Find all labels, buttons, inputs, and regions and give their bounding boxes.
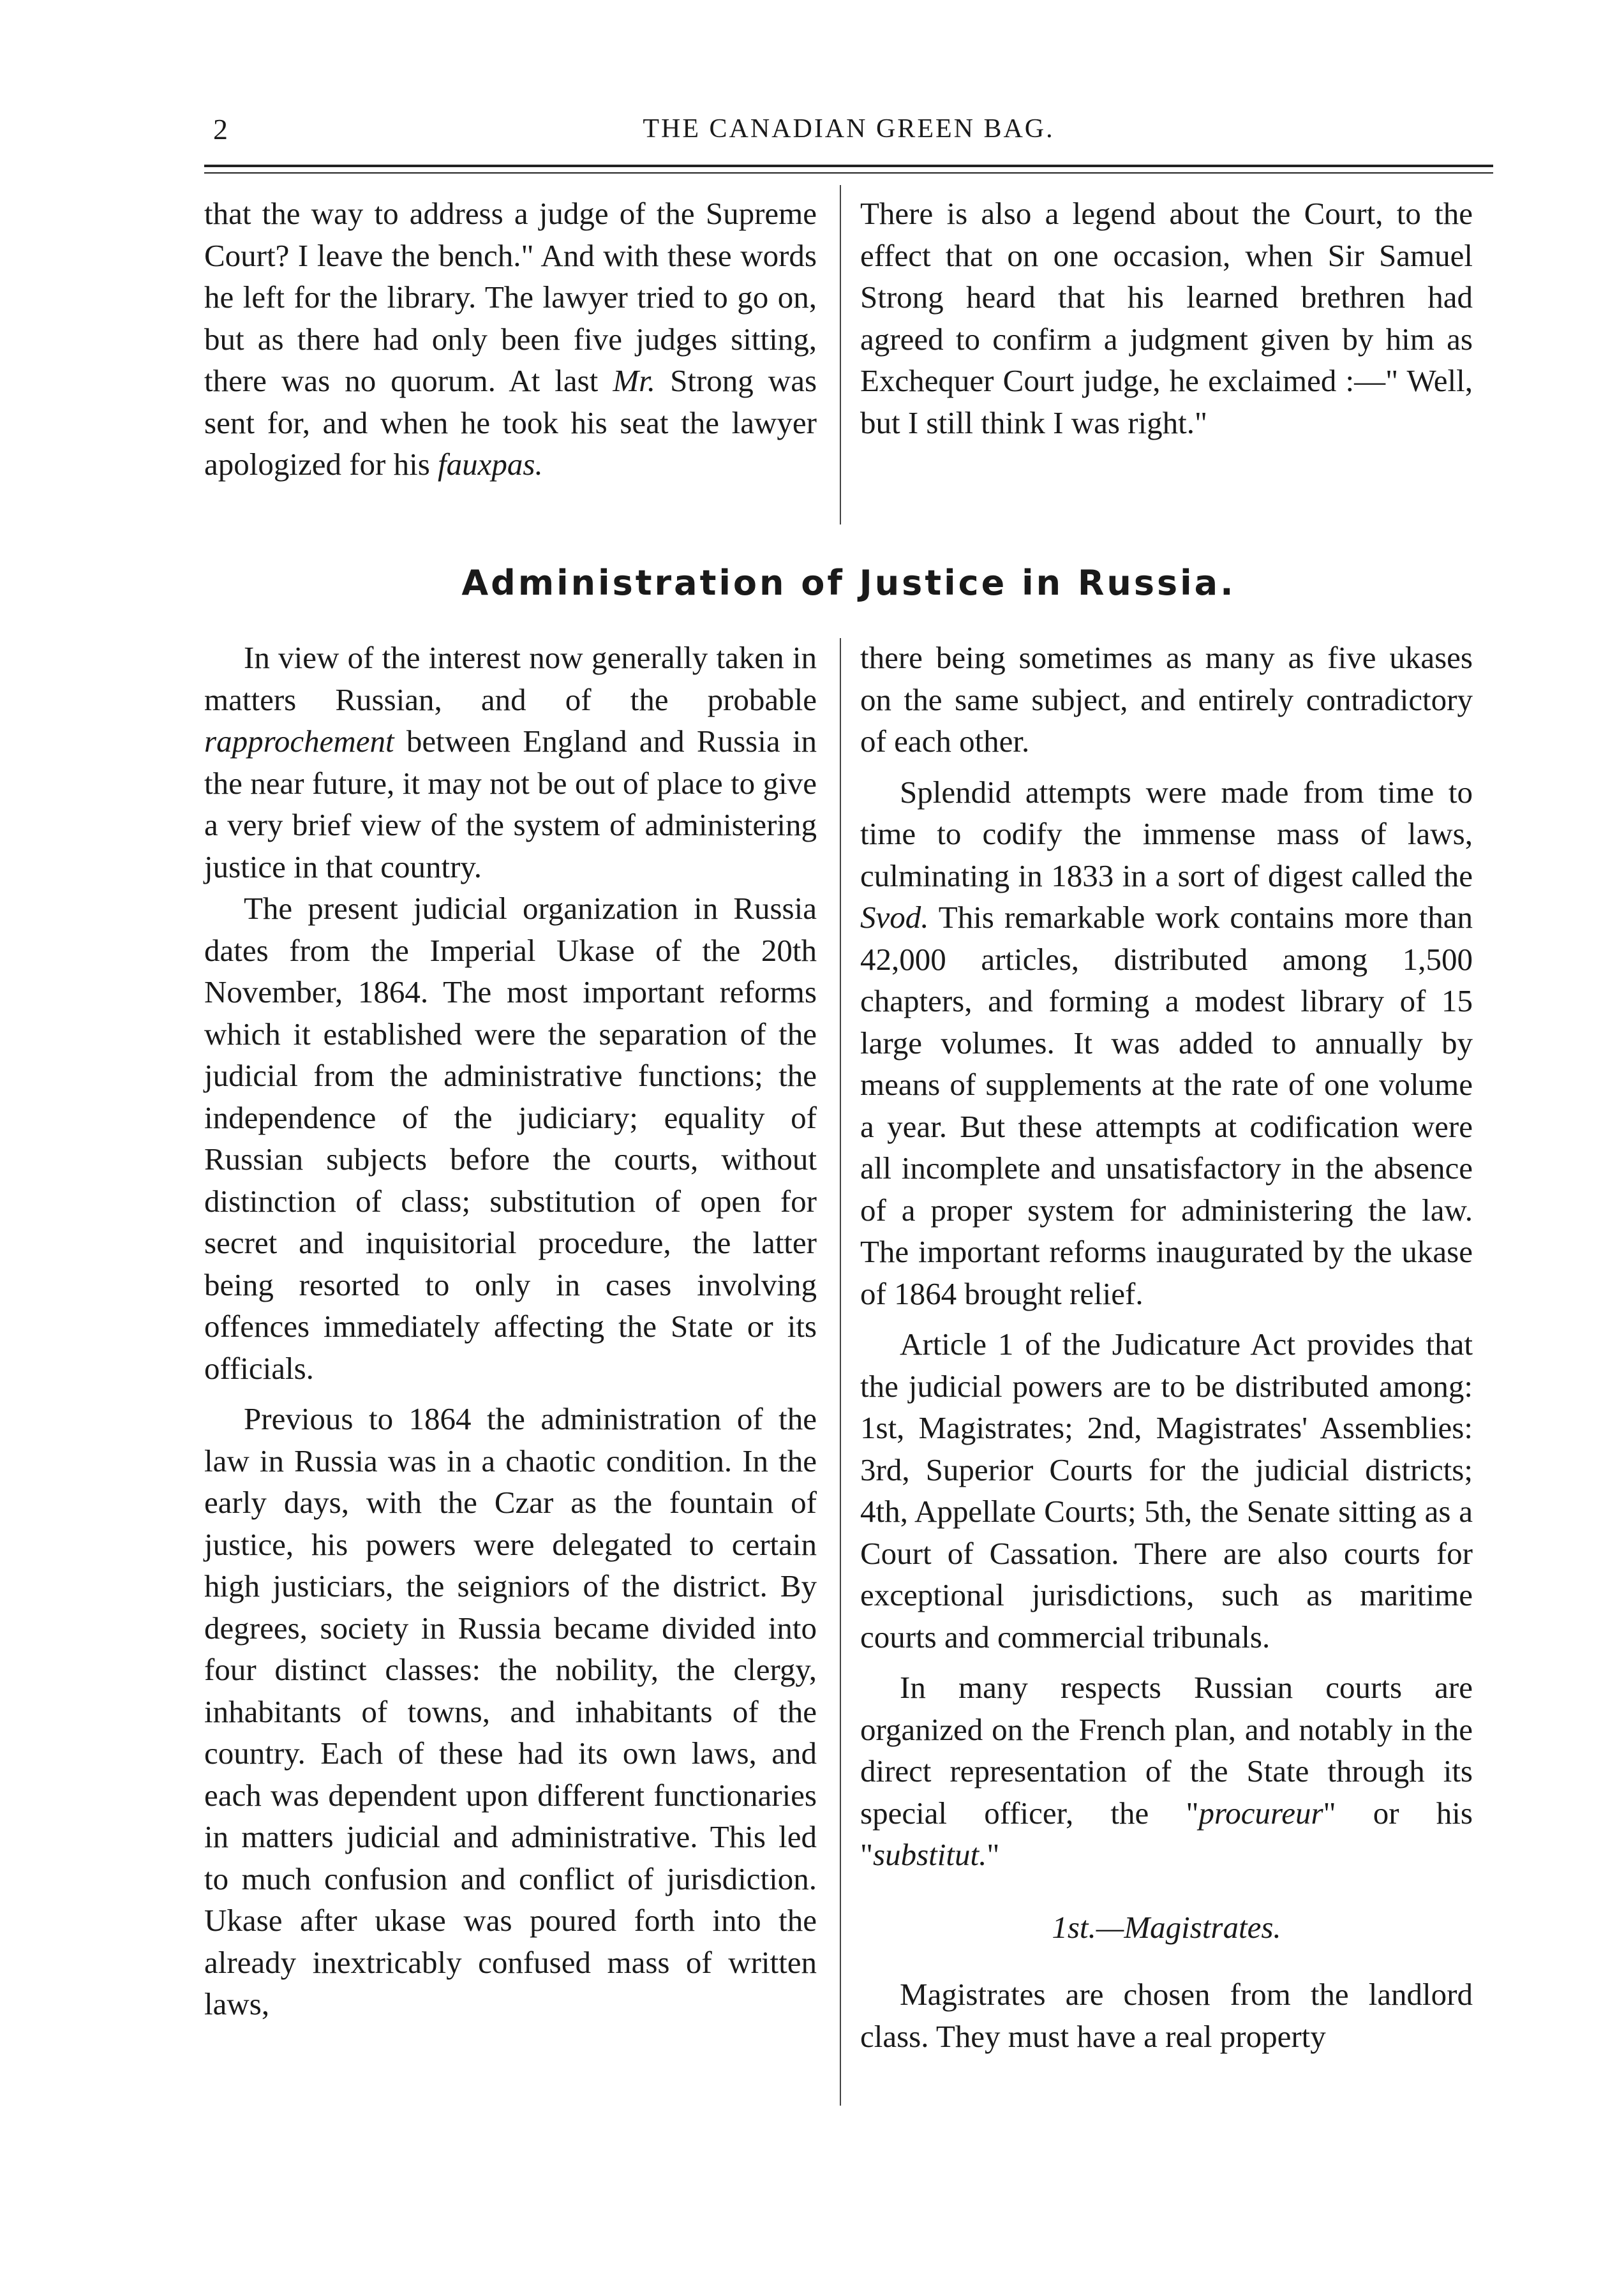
article-paragraph-1	[204, 637, 817, 888]
journal-title: THE CANADIAN GREEN BAG.	[643, 114, 1055, 144]
r4-substitut: substitut.	[873, 1837, 987, 1872]
p1-text-b: between England and Russia in the near future, it may not be out of place to give a very brief view of the system of administering justice in that country.	[204, 724, 817, 884]
header-rule-thick	[204, 165, 1493, 167]
article-paragraph-r5: Magistrates are chosen from the landlord class. They must have a real property	[860, 1977, 1473, 2054]
r4-procureur: procureur	[1198, 1795, 1323, 1831]
p1-rapprochement: rapprochement	[204, 724, 394, 759]
continued-left-paragraph	[204, 193, 817, 486]
continued-right-column	[860, 193, 1473, 524]
article-left-column	[204, 637, 817, 2245]
r4-text-c: "	[987, 1837, 1000, 1872]
p1-text-a: In view of the interest now generally taken in matters Russian, and of the probable	[204, 640, 817, 717]
article-right-column	[860, 637, 1473, 2245]
r4-text-b: " or his "	[860, 1795, 1473, 1872]
section-subhead: 1st.—Magistrates.	[1052, 1909, 1281, 1945]
continued-left-text-a: that the way to address a judge of the Supreme Court? I leave the bench." And with these words he left for the library. The lawyer tried to go on, but as there had only been five judges sitting, there was no quorum. At last	[204, 196, 817, 398]
continued-right-paragraph: There is also a legend about the Court, to the effect that on one occasion, when Sir Samuel Strong heard that his learned brethren had agreed to confirm a judgment given by him as Exchequer Court judge, he exclaimed :—" Well, but I still think I was right."	[860, 196, 1473, 440]
continued-left-text-b: Strong was sent for, and when he took his seat the lawyer apologized for his	[204, 363, 817, 482]
article-paragraph-r3: Article 1 of the Judicature Act provides that the judicial powers are to be distributed among: 1st, Magistrates; 2nd, Magistrates' Assemblies: 3rd, Superior Courts for the judicial districts; 4th, Appellate Courts; 5th, the Senate sitting as a Court of Cassation. There are also courts for exceptional jurisdictions, such as maritime courts and commercial tribunals.	[860, 1327, 1473, 1655]
r2-svod: Svod.	[860, 900, 929, 935]
continued-left-column	[204, 193, 817, 524]
page-number: 2	[213, 113, 228, 145]
article-paragraph-r1: there being sometimes as many as five ukases on the same subject, and entirely contradictory of each other.	[860, 640, 1473, 759]
running-head	[204, 107, 1493, 158]
column-divider-top	[840, 185, 841, 524]
header-rule-thin	[204, 172, 1493, 174]
article-paragraph-r4	[860, 1667, 1473, 1876]
r2-text-a: Splendid attempts were made from time to time to codify the immense mass of laws, culminating in 1833 in a sort of digest called the	[860, 774, 1473, 893]
r2-text-b: This remarkable work contains more than 42,000 articles, distributed among 1,500 chapters, and forming a modest library of 15 large volumes. It was added to annually by means of supplements at the rate of one volume a year. But these attempts at codification were all incomplete and unsatisfactory in the absence of a proper system for administering the law. The important reforms inaugurated by the ukase of 1864 brought relief.	[860, 900, 1473, 1311]
article-paragraph-2: The present judicial organization in Russia dates from the Imperial Ukase of the 20th November, 1864. The most important reforms which it established were the separation of the judicial from the administrative functions; the independence of the judiciary; equality of Russian subjects before the courts, without distinction of class; substitution of open for secret and inquisitorial procedure, the latter being resorted to only in cases involving offences immediately affecting the State or its officials.	[204, 891, 817, 1386]
article-paragraph-3: Previous to 1864 the administration of the law in Russia was in a chaotic condition. In the early days, with the Czar as the fountain of justice, his powers were delegated to certain high justiciars, the seigniors of the district. By degrees, society in Russia became divided into four distinct classes: the nobility, the clergy, inhabitants of towns, and inhabitants of the country. Each of these had its own laws, and each was dependent upon different functionaries in matters judicial and administrative. This led to much confusion and conflict of jurisdiction. Ukase after ukase was poured forth into the already inextricably confused mass of written laws,	[204, 1401, 817, 2021]
article-title: Administration of Justice in Russia.	[461, 563, 1236, 603]
continued-left-mr: Mr.	[613, 363, 656, 398]
r4-text-a: In many respects Russian courts are organized on the French plan, and notably in the direct representation of the State through its special officer, the "	[860, 1670, 1473, 1831]
continued-left-fauxpas: fauxpas.	[438, 447, 543, 482]
article-paragraph-r2	[860, 771, 1473, 1315]
column-divider-body	[840, 638, 841, 2106]
